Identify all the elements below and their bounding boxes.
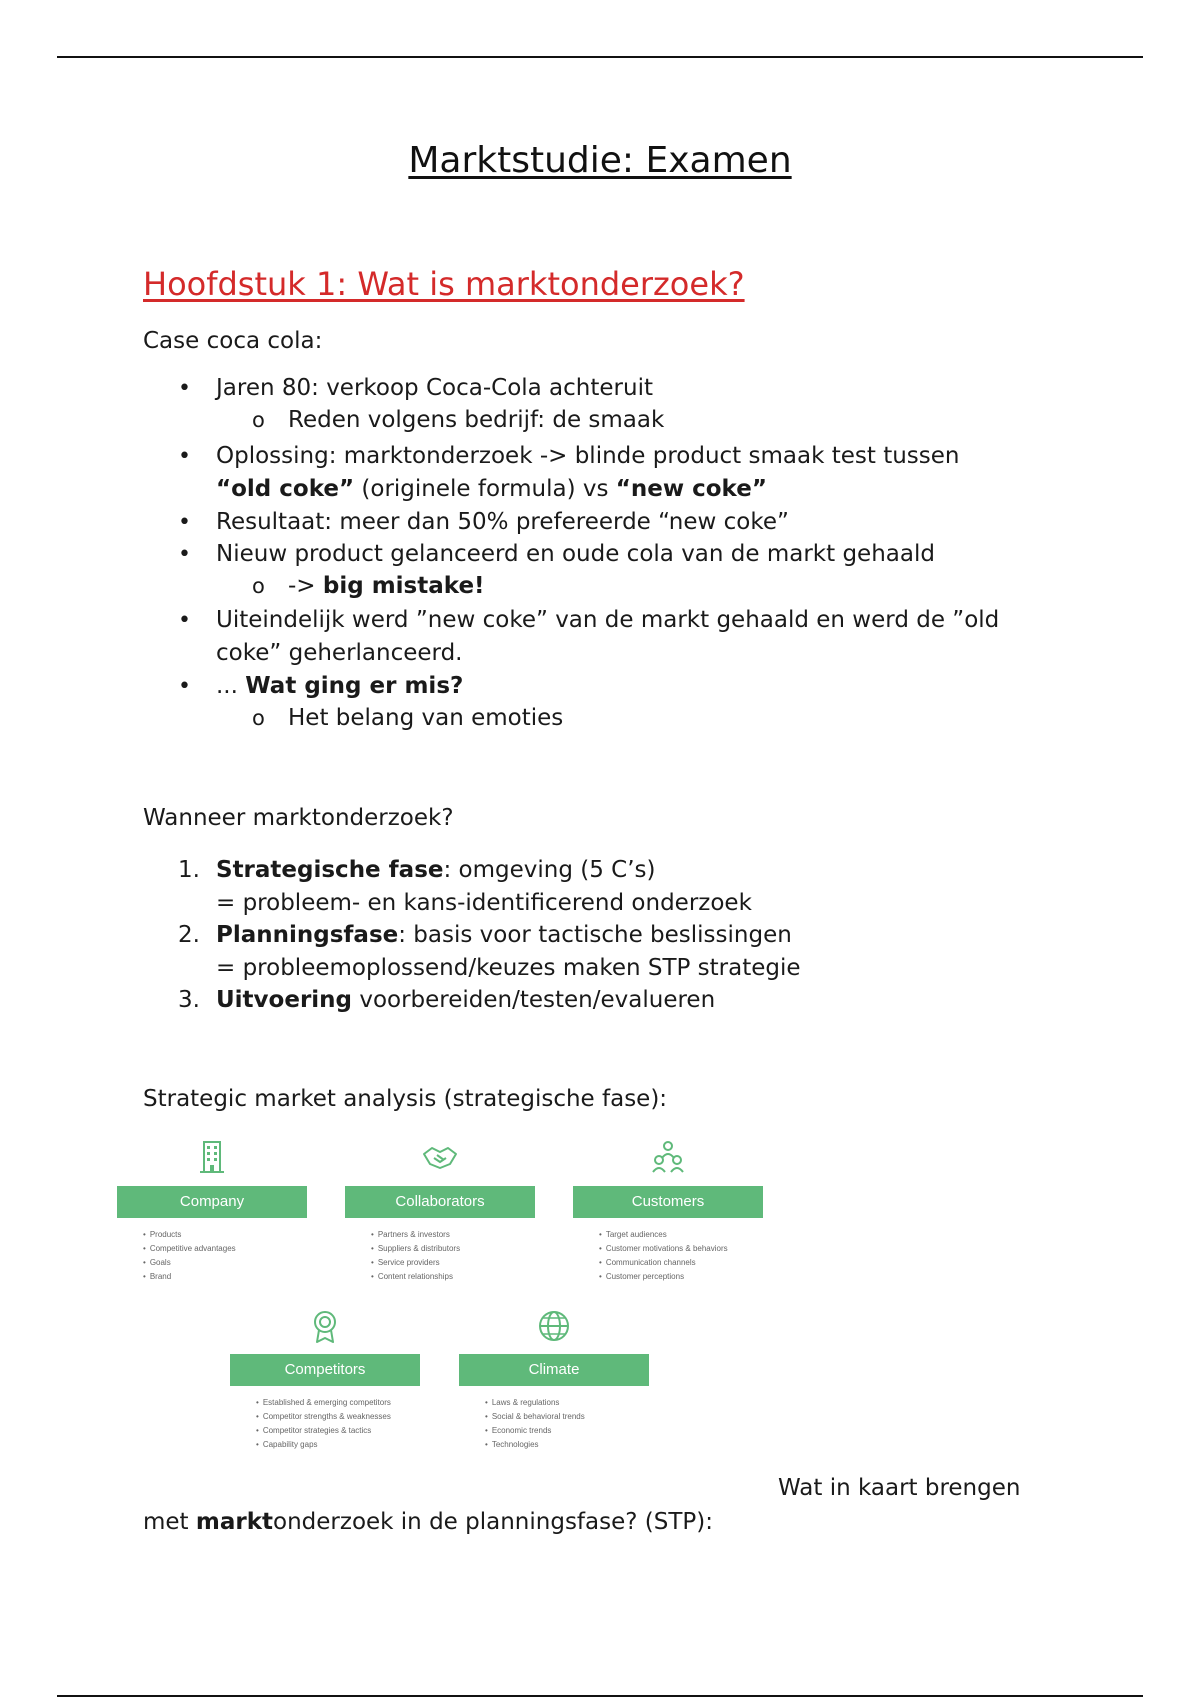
list-number: 2. xyxy=(178,922,200,948)
list-item-line xyxy=(216,473,959,506)
list-item: • Established & emerging competitors xyxy=(264,1396,420,1410)
section-heading: Wanneer marktonderzoek? xyxy=(143,805,454,831)
list-item: • Economic trends xyxy=(493,1424,649,1438)
building-icon xyxy=(192,1138,232,1178)
closing-rest: onderzoek in de planningsfase? (STP): xyxy=(273,1509,713,1535)
company-card xyxy=(117,1138,307,1284)
sub-bullet-marker: o xyxy=(252,408,265,432)
list-item-line: coke” geherlanceerd. xyxy=(216,640,463,666)
list-item: • Suppliers & distributors xyxy=(379,1242,535,1256)
people-icon xyxy=(648,1138,688,1178)
list-item: Nieuw product gelanceerd en oude cola van de markt gehaald xyxy=(216,541,935,567)
new-coke-label: “new coke” xyxy=(615,476,767,502)
numbered-item-line: = probleem- en kans-identificerend onderzoek xyxy=(216,890,752,916)
list-item: • Partners & investors xyxy=(379,1228,535,1242)
list-item: • Communication channels xyxy=(607,1256,763,1270)
customers-list xyxy=(573,1228,763,1284)
closing-prefix: met xyxy=(143,1509,196,1535)
bullet-marker: • xyxy=(178,444,191,469)
list-item: • Target audiences xyxy=(607,1228,763,1242)
list-item: • Customer motivations & behaviors xyxy=(607,1242,763,1256)
customers-card xyxy=(573,1138,763,1284)
numbered-item xyxy=(216,919,801,985)
sub-bullet-marker: o xyxy=(252,706,265,730)
numbered-item-line: = probleemoplossend/keuzes maken STP strategie xyxy=(216,955,801,981)
bullet-marker: • xyxy=(178,542,191,567)
bullet-marker: • xyxy=(178,510,191,535)
award-icon xyxy=(305,1306,345,1346)
question-label: Wat ging er mis? xyxy=(245,673,464,699)
list-item: • Competitor strengths & weaknesses xyxy=(264,1410,420,1424)
list-item-line: Uiteindelijk werd ”new coke” van de markt gehaald en werd de ”old xyxy=(216,607,1000,633)
sub-list-item: Het belang van emoties xyxy=(288,705,564,731)
list-item xyxy=(216,440,959,506)
collaborators-list xyxy=(345,1228,535,1284)
top-rule xyxy=(57,56,1143,58)
sub-list-item: Reden volgens bedrijf: de smaak xyxy=(288,407,665,433)
list-item: Resultaat: meer dan 50% prefereerde “new coke” xyxy=(216,509,789,535)
case-intro: Case coca cola: xyxy=(143,328,323,354)
numbered-item-line xyxy=(216,854,752,887)
list-item: Jaren 80: verkoop Coca-Cola achteruit xyxy=(216,375,653,401)
company-list xyxy=(117,1228,307,1284)
closing-text-right: Wat in kaart brengen xyxy=(778,1475,1021,1501)
list-number: 3. xyxy=(178,987,200,1013)
sub-list-text: -> xyxy=(288,573,323,599)
list-item-text: ... xyxy=(216,673,246,699)
list-item: • Brand xyxy=(151,1270,307,1284)
competitors-label: Competitors xyxy=(230,1354,420,1386)
climate-list xyxy=(459,1396,649,1452)
company-label: Company xyxy=(117,1186,307,1218)
globe-icon xyxy=(534,1306,574,1346)
list-item: • Customer perceptions xyxy=(607,1270,763,1284)
bullet-marker: • xyxy=(178,376,191,401)
numbered-item xyxy=(216,984,715,1017)
phase-text: : omgeving (5 C’s) xyxy=(443,857,656,883)
list-item: • Service providers xyxy=(379,1256,535,1270)
phase-label: Uitvoering xyxy=(216,987,353,1013)
sub-bullet-marker: o xyxy=(252,574,265,598)
old-coke-label: “old coke” xyxy=(216,476,355,502)
phase-label: Planningsfase xyxy=(216,922,399,948)
customers-label: Customers xyxy=(573,1186,763,1218)
collaborators-card xyxy=(345,1138,535,1284)
competitors-card xyxy=(230,1306,420,1452)
five-cs-diagram xyxy=(110,1130,770,1460)
list-item: • Goals xyxy=(151,1256,307,1270)
phase-label: Strategische fase xyxy=(216,857,444,883)
big-mistake-label: big mistake! xyxy=(322,573,485,599)
climate-label: Climate xyxy=(459,1354,649,1386)
list-item: • Technologies xyxy=(493,1438,649,1452)
list-item xyxy=(216,670,463,703)
collaborators-label: Collaborators xyxy=(345,1186,535,1218)
bullet-marker: • xyxy=(178,674,191,699)
numbered-item xyxy=(216,854,752,920)
list-item: • Content relationships xyxy=(379,1270,535,1284)
handshake-icon xyxy=(420,1138,460,1178)
sub-list-item xyxy=(288,570,485,602)
chapter-heading: Hoofdstuk 1: Wat is marktonderzoek? xyxy=(143,265,745,303)
phase-text: voorbereiden/testen/evalueren xyxy=(352,987,716,1013)
list-item-text: (originele formula) vs xyxy=(354,476,616,502)
bullet-marker: • xyxy=(178,608,191,633)
section-heading: Strategic market analysis (strategische fase): xyxy=(143,1086,668,1112)
numbered-item-line xyxy=(216,919,801,952)
list-item: • Capability gaps xyxy=(264,1438,420,1452)
page-title: Marktstudie: Examen xyxy=(408,140,792,181)
bottom-rule xyxy=(57,1695,1143,1697)
list-item: • Laws & regulations xyxy=(493,1396,649,1410)
list-item-line: Oplossing: marktonderzoek -> blinde product smaak test tussen xyxy=(216,443,960,469)
closing-bold: markt xyxy=(195,1509,274,1535)
list-number: 1. xyxy=(178,857,200,883)
list-item: • Social & behavioral trends xyxy=(493,1410,649,1424)
list-item: • Competitor strategies & tactics xyxy=(264,1424,420,1438)
competitors-list xyxy=(230,1396,420,1452)
phase-text: : basis voor tactische beslissingen xyxy=(398,922,792,948)
climate-card xyxy=(459,1306,649,1452)
list-item: • Products xyxy=(151,1228,307,1242)
list-item xyxy=(216,604,999,670)
list-item: • Competitive advantages xyxy=(151,1242,307,1256)
closing-text xyxy=(143,1506,713,1538)
